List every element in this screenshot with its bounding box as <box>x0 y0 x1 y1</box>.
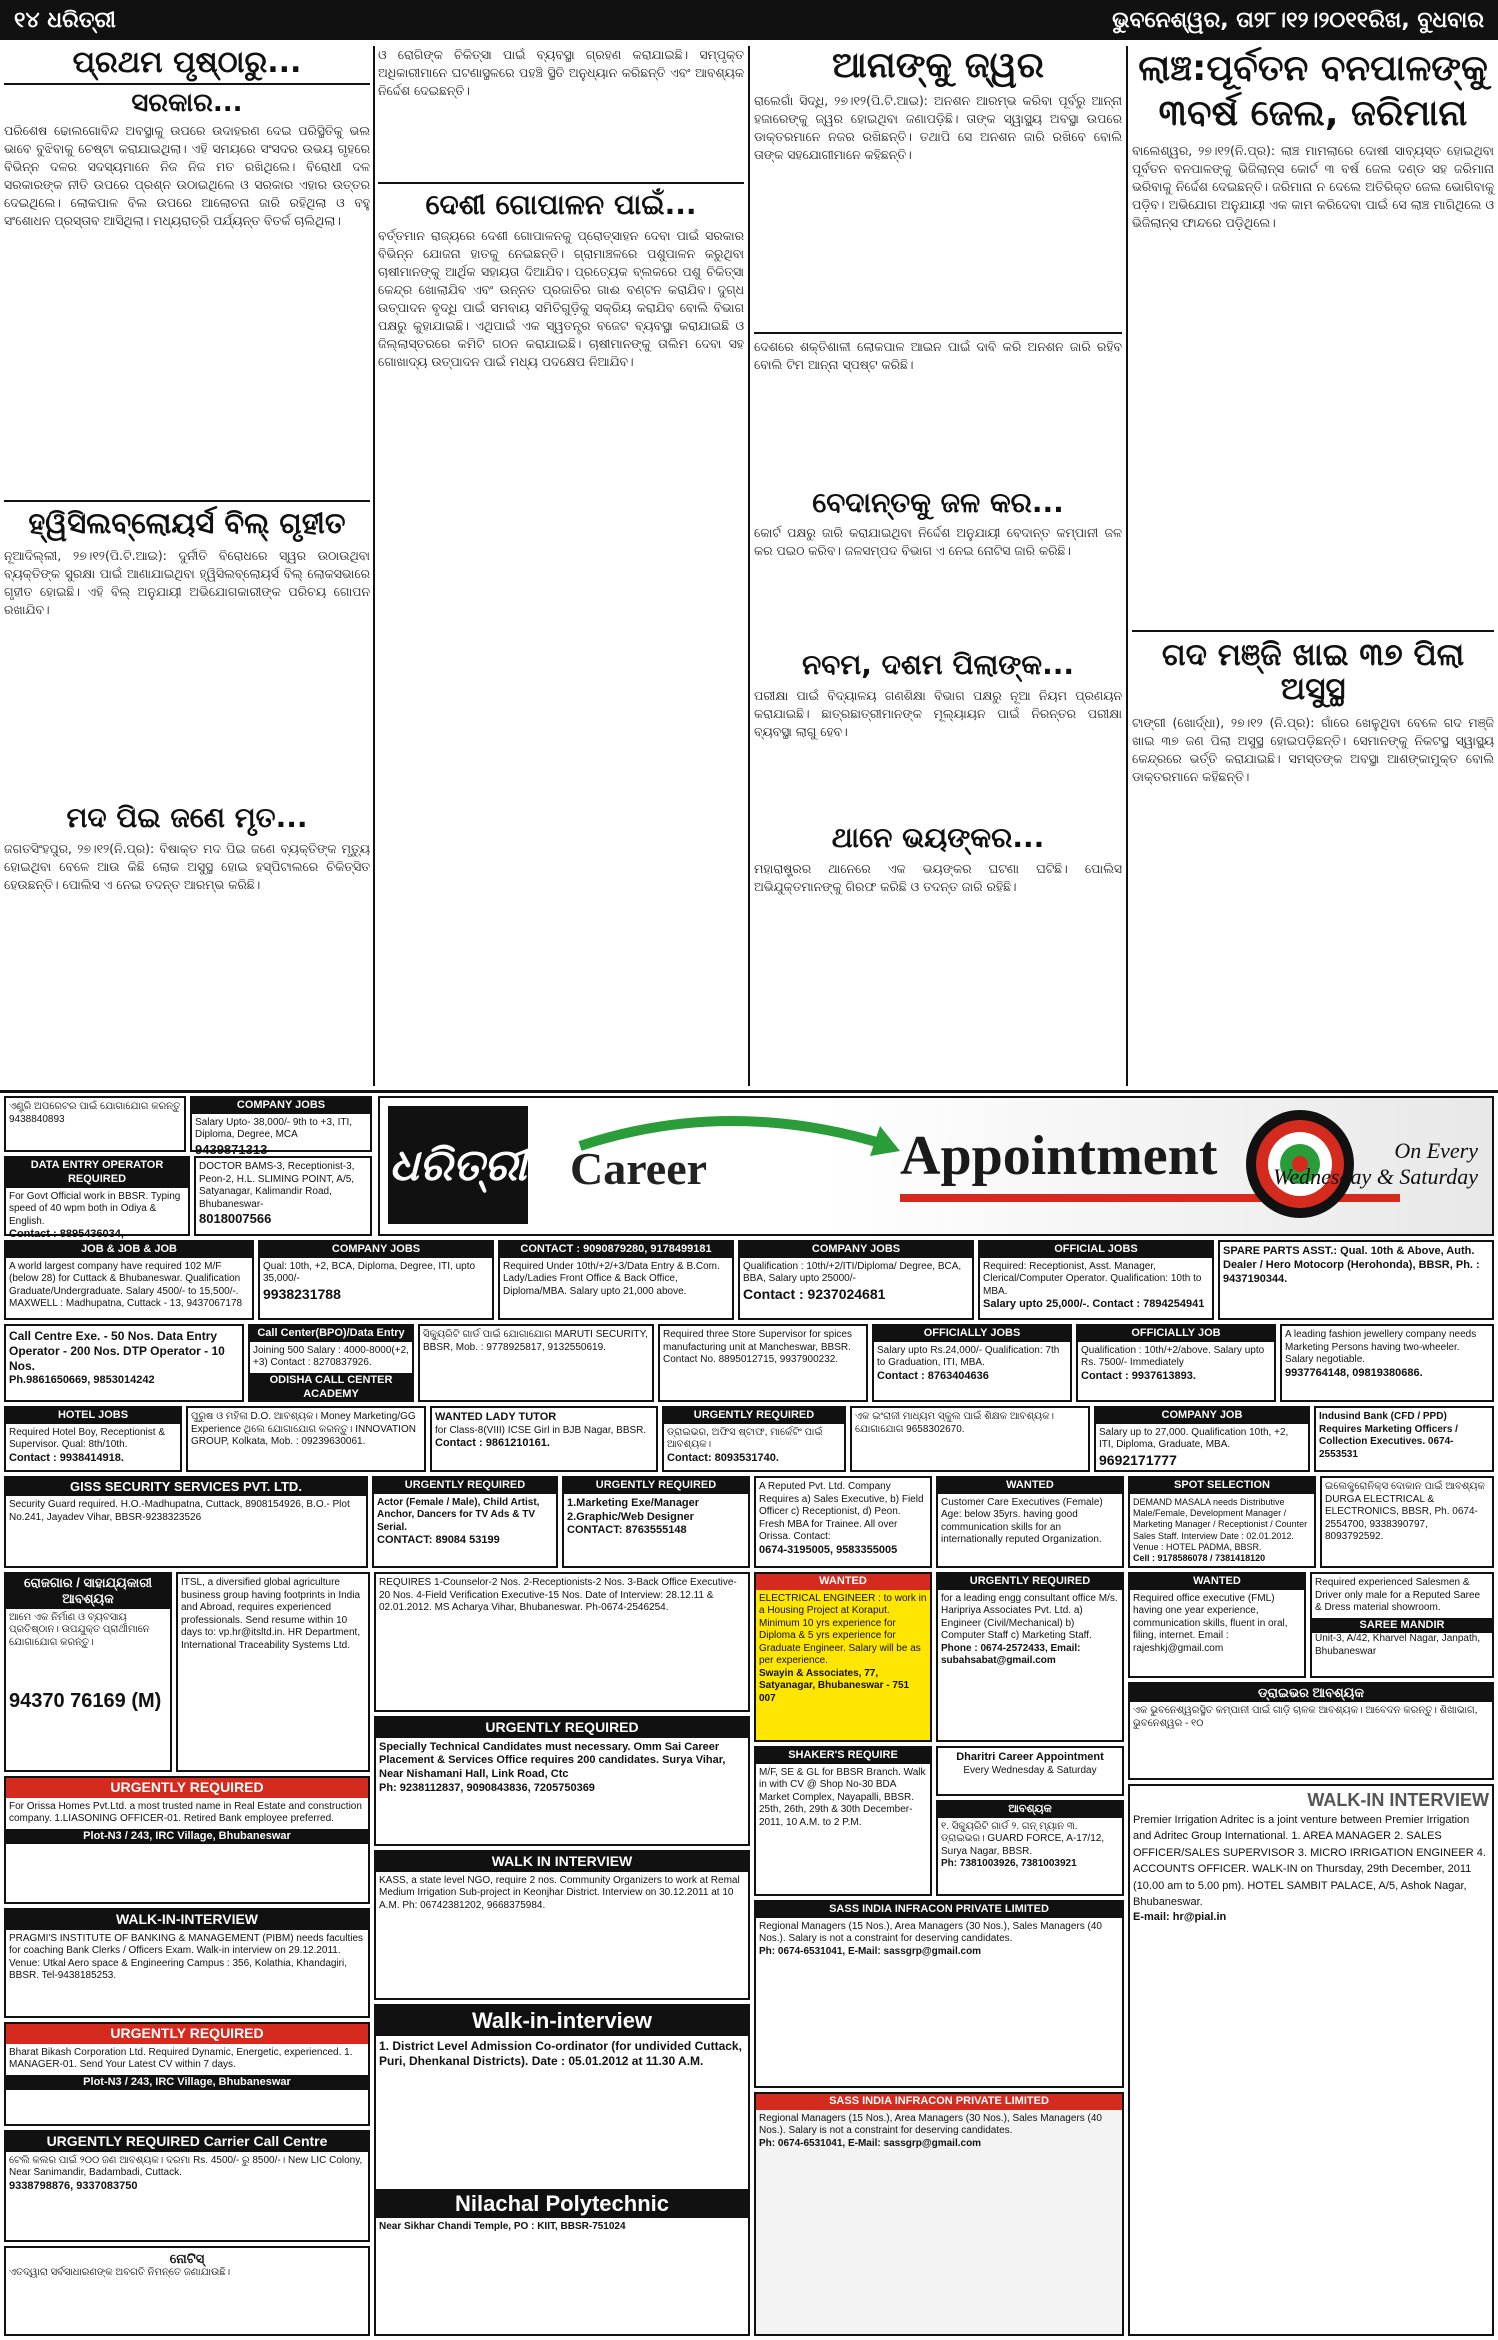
ad-guard-force: ଆବଶ୍ୟକ ୧. ସିକ୍ୟୁରିଟି ଗାର୍ଡ ୨. ଗନ୍ ମ୍ୟାନ ୩. ଡ୍ରାଇଭର। GUARD FORCE, A-17/12, Surya Nagar, BBSR. Ph: 7381003926, 7381003921 <box>936 1800 1124 1896</box>
headline-whistleblower: ହ୍ୱିସିଲବ୍ଲୋୟର୍ସ ବିଲ୍ ଗୃହୀତ <box>4 500 370 540</box>
ad-carrier-call-centre: URGENTLY REQUIRED Carrier Call Centre ଟେଲି କଲର ପାଇଁ ୨୦୦ ଜଣ ଆବଶ୍ୟକ। ଦରମା Rs. 4500/- ରୁ 8500/-। New LIC Colony, Near Sanimandir, Badambadi, Cuttack. 9338798876, 9337083750 <box>4 2130 370 2242</box>
ad-bharat-bikash: URGENTLY REQUIRED Bharat Bikash Corporation Ltd. Required Dynamic, Energetic, experienced. 1. MANAGER-01. Send Your Latest CV within 7 days. Plot-N3 / 243, IRC Village, Bhubaneswar <box>4 2022 370 2126</box>
ad-shakers: SHAKER'S REQUIRE M/F, SE & GL for BBSR Branch. Walk in with CV @ Shop No-30 BDA Market Complex, Nayapalli, BBSR. 25th, 26th, 29th & 30th December-2011, 10 A.M. to 2 P.M. <box>754 1746 932 1896</box>
banner-career: Career <box>570 1143 708 1194</box>
column-4 <box>1132 46 1494 1086</box>
ad-reputed-pvt-ltd: A Reputed Pvt. Ltd. Company Requires a) Sales Executive, b) Field Officer c) Receptionist, d) Peon. Fresh MBA for Trainee. All over Orissa. Contact: 0674-3195005, 9583355005 <box>754 1476 932 1568</box>
masthead <box>0 0 1498 40</box>
banner-appointment: Appointment <box>900 1125 1218 1187</box>
article-whistleblower: ନୂଆଦିଲ୍ଲୀ, ୨୭।୧୨(ପି.ଟି.ଆଇ): ଦୁର୍ନୀତି ବିରୋଧରେ ସ୍ୱର ଉଠାଉଥିବା ବ୍ୟକ୍ତିଙ୍କ ସୁରକ୍ଷା ପାଇଁ ଆଣାଯାଇଥିବା ହ୍ୱିସିଲବ୍ଲୋୟର୍ସ ବିଲ୍ ଲୋକସଭାରେ ଗୃହୀତ ହୋଇଛି। ଏହି ବିଲ୍ ଅନୁଯାୟୀ ଅଭିଯୋଗକାରୀଙ୍କ ପରିଚୟ ଗୋପନ ରଖାଯିବ। <box>4 548 370 618</box>
headline-forest-officer: ଲାଞ୍ଚ:ପୂର୍ବତନ ବନପାଳଙ୍କୁ ୩ବର୍ଷ ଜେଲ, ଜରିମାନା <box>1138 48 1488 134</box>
article-gopalana: ବର୍ତ୍ତମାନ ରାଜ୍ୟରେ ଦେଶୀ ଗୋପାଳନକୁ ପ୍ରୋତ୍ସାହନ ଦେବା ପାଇଁ ସରକାର ବିଭିନ୍ନ ଯୋଜନା ହାତକୁ ନେଇଛନ୍ତି। ଗ୍ରାମାଞ୍ଚଳରେ ପଶୁପାଳନ କରୁଥିବା ଚାଷୀମାନଙ୍କୁ ଆର୍ଥିକ ସହାୟତା ଦିଆଯିବ। ପ୍ରତ୍ୟେକ ବ୍ଲକରେ ପଶୁ ଚିକିତ୍ସା କେନ୍ଦ୍ର ଖୋଲାଯିବ ଏବଂ ଉନ୍ନତ ପ୍ରଜାତିର ଗାଈ ବଣ୍ଟନ କରାଯିବ। ଦୁଗ୍ଧ ଉତ୍ପାଦନ ବୃଦ୍ଧି ପାଇଁ ସମବାୟ ସମିତିଗୁଡ଼ିକୁ ସକ୍ରିୟ କରାଯିବ ବୋଲି ବିଭାଗ ପକ୍ଷରୁ କୁହାଯାଇଛି। ଏଥିପାଇଁ ଏକ ସ୍ୱତନ୍ତ୍ର ବଜେଟ ବ୍ୟବସ୍ଥା କରାଯାଇଛି ଓ ଜିଲ୍ଲାସ୍ତରରେ କମିଟି ଗଠନ କରାଯାଇଛି। ଚାଷୀମାନଙ୍କୁ ତାଲିମ ଦେବା ସହ ଗୋଖାଦ୍ୟ ଉତ୍ପାଦନ ପାଇଁ ମଧ୍ୟ ପଦକ୍ଷେପ ନିଆଯିବ। <box>378 227 744 369</box>
ad-saree-mandir: Required experienced Salesmen & Driver only male for a Reputed Saree & Dress material showroom. SAREE MANDIR Unit-3, A/42, Kharvel Nagar, Janpath, Bhubaneswar <box>1310 1572 1494 1678</box>
ad-spare-parts: SPARE PARTS ASST.: Qual. 10th & Above, Auth. Dealer / Hero Motocorp (Herohonda), BBSR, Ph. : 9437190344. <box>1218 1240 1494 1320</box>
ad-marketing-designer: URGENTLY REQUIRED 1.Marketing Exe/Manager 2.Graphic/Web Designer CONTACT: 8763555148 <box>562 1476 750 1568</box>
column-3 <box>754 46 1122 1086</box>
ad-customer-care: WANTED Customer Care Executives (Female) Age: below 35yrs. having good communication skills for an internationally reputed Organization. <box>936 1476 1124 1568</box>
ad-doctor-bams: DOCTOR BAMS-3, Receptionist-3, Peon-2, H.L. SLIMING POINT, A/5, Satyanagar, Kalimandir Road, Bhubaneswar- 8018007566 <box>194 1156 372 1236</box>
ad-store-supervisor: Required three Store Supervisor for spices manufacturing unit at Mancheswar, BBSR. Contact No. 8895012715, 9937900232. <box>658 1324 868 1402</box>
ad-sass-india: SASS INDIA INFRACON PRIVATE LIMITED Regional Managers (15 Nos.), Area Managers (30 Nos.), Sales Managers (40 Nos.). Salary is not a constraint for deserving candidates. Ph: 0674-6531041, E-Mail: sassgrp@gmail.com <box>754 1900 1124 2088</box>
article-liquor-death: ଜଗତସିଂହପୁର, ୨୭।୧୨(ନି.ପ୍ର): ବିଷାକ୍ତ ମଦ ପିଇ ଜଣେ ବ୍ୟକ୍ତିଙ୍କ ମୃତ୍ୟୁ ହୋଇଥିବା ବେଳେ ଆଉ କିଛି ଲୋକ ଅସୁସ୍ଥ ହୋଇ ହସ୍ପିଟାଲରେ ଚିକିତ୍ସିତ ହେଉଛନ୍ତି। ପୋଲିସ ଏ ନେଇ ତଦନ୍ତ ଆରମ୍ଭ କରିଛି। <box>4 841 370 893</box>
ad-call-centre: Call Centre Exe. - 50 Nos. Data Entry Operator - 200 Nos. DTP Operator - 10 Nos. Ph.9861650669, 9853014242 <box>4 1324 244 1402</box>
headline-class-nine-ten: ନବମ, ଦଶମ ପିଲାଙ୍କ... <box>801 648 1075 682</box>
career-appointment-banner <box>378 1096 1494 1236</box>
ad-tv-actors: URGENTLY REQUIRED Actor (Female / Male), Child Artist, Anchor, Dancers for TV Ads & TV Serial. CONTACT: 89084 53199 <box>372 1476 558 1568</box>
ad-haripriya-associates: URGENTLY REQUIRED for a leading engg consultant office M/s. Haripriya Associates Pvt. Ltd. a) Engineer (Civil/Mechanical) b) Computer Staff c) Marketing Staff. Phone : 0674-2572433, Email: subahsabat@gmail.com <box>936 1572 1124 1742</box>
ad-kass-walk-in: WALK IN INTERVIEW KASS, a state level NGO, require 2 nos. Community Organizers to work at Remal Medium Irrigation Sub-project in Keonjhar District. Interview on 30.12.2011 at 10 A.M. Ph: 06742381202, 9668375984. <box>374 1850 750 2000</box>
headline-vedanta: ବେଦାନ୍ତକୁ ଜଳ କର... <box>812 485 1064 519</box>
ad-premier-irrigation: WALK-IN INTERVIEW Premier Irrigation Adritec is a joint venture between Premier Irrigation and Adritec Group International. 1. AREA MANAGER 2. SALES OFFICER/SALES SUPERVISOR 3. MICRO IRRIGATION ENGINEER 4. ACCOUNTS OFFICER. WALK-IN on Thursday, 29th December, 2011 (10.00 am to 5.00 pm). HOTEL SAMBIT PALACE, A/5, Ashok Nagar, Bhubaneswar. E-mail: hr@pial.in <box>1128 1784 1494 2336</box>
ad-giss-security: GISS SECURITY SERVICES PVT. LTD. Security Guard required. H.O.-Madhupatna, Cuttack, 8908154926, B.O.- Plot No.241, Jayadev Vihar, BBSR-9238323526 <box>4 1476 368 1568</box>
ad-english-school: ଏକ ଇଂରାଜୀ ମାଧ୍ୟମ ସ୍କୁଲ ପାଇଁ ଶିକ୍ଷକ ଆବଶ୍ୟକ। ଯୋଗାଯୋଗ 9658302670. <box>850 1406 1090 1472</box>
headline-children-sick: ଗଦ ମଞ୍ଜି ଖାଇ ୩୭ ପିଲା ଅସୁସ୍ଥ <box>1132 630 1494 706</box>
headline-thane: ଥାନେ ଭୟଙ୍କର... <box>831 821 1045 855</box>
ad-driver-required: ଡ୍ରାଇଭର ଆବଶ୍ୟକ ଏକ ଭୁବନେଶ୍ୱରସ୍ଥିତ କମ୍ପାନୀ ପାଇଁ ଗାଡ଼ି ଚାଳକ ଆବଶ୍ୟକ। ଆବେଦନ କରନ୍ତୁ। ଶିଖାଭାଗ, ଭୁବନେଶ୍ୱର - ୧୦ <box>1128 1682 1494 1780</box>
ad-indusind-bank: Indusind Bank (CFD / PPD) Requires Marketing Officers / Collection Executives. 0674-2553531 <box>1314 1406 1494 1472</box>
article-thane: ମହାରାଷ୍ଟ୍ରର ଥାନେରେ ଏକ ଭୟଙ୍କର ଘଟଣା ଘଟିଛି। ପୋଲିସ ଅଭିଯୁକ୍ତମାନଙ୍କୁ ଗିରଫ କରିଛି ଓ ତଦନ୍ତ ଜାରି ରହିଛି। <box>754 860 1122 894</box>
ad-officially-job: OFFICIALLY JOB Qualification : 10th/+2/above. Salary upto Rs. 7500/- Immediately Contact : 9937613893. <box>1076 1324 1276 1402</box>
column-2 <box>378 46 744 1086</box>
headline-anna-fever: ଆନାଙ୍କୁ ଜ୍ୱର <box>831 45 1045 86</box>
ad-electrical-engineer: WANTED ELECTRICAL ENGINEER : to work in a Housing Project at Koraput. Minimum 10 yrs experience for Diploma & 5 yrs experience for Graduate Engineer. Salary will be as per experience. Swayin & Associates, 77, Satyanagar, Bhubaneswar - 751 007 <box>754 1572 932 1742</box>
ad-job-job-job: JOB & JOB & JOB A world largest company have required 102 M/F (below 28) for Cuttack & Bhubaneswar. Qualification Graduate/Undergraduate. Salary 4500/- to 15,500/-. MAXWELL : Madhupatna, Cuttack - 13, 9437067178 <box>4 1240 254 1320</box>
ad-urgently-required-1: URGENTLY REQUIRED ଡ୍ରାଇଭର, ଅଫିସ ଷ୍ଟାଫ, ମାର୍କେଟିଂ ପାଇଁ ଆବଶ୍ୟକ। Contact: 8093531740. <box>662 1406 846 1472</box>
ad-contact-jobs: CONTACT : 9090879280, 9178499181 Required Under 10th/+2/+3/Data Entry & B.Com. Lady/Ladies Front Office & Back Office, Diploma/MBA. Salary upto 21,000 above. <box>498 1240 734 1320</box>
ad-lady-tutor: WANTED LADY TUTOR for Class-8(VIII) ICSE Girl in BJB Nagar, BBSR. Contact : 9861210161. <box>430 1406 658 1472</box>
ad-helper-required: ରୋଜଗାର / ସାହାଯ୍ୟକାରୀ ଆବଶ୍ୟକ ଆମେ ଏକ ନିର୍ମାଣ ଓ ବ୍ୟବସାୟ ପ୍ରତିଷ୍ଠାନ। ଉପଯୁକ୍ତ ପ୍ରାର୍ଥୀମାନେ ଯୋଗାଯୋଗ କରନ୍ତୁ। 94370 76169 (M) <box>4 1572 172 1772</box>
ad-bpo-data-entry: Call Center(BPO)/Data Entry Joining 500 Salary : 4000-8000(+2, +3) Contact : 8270837926. ODISHA CALL CENTER ACADEMY <box>248 1324 414 1402</box>
ad-orissa-homes: URGENTLY REQUIRED For Orissa Homes Pvt.Ltd. a most trusted name in Real Estate and construction company. 1.LIASONING OFFICER-01. Retired Bank employee preferred. Plot-N3 / 243, IRC Village, Bhubaneswar <box>4 1776 370 1904</box>
ad-company-jobs: COMPANY JOBS Salary Upto- 38,000/- 9th to +3, ITI, Diploma, Degree, MCA 9439871313 <box>190 1096 372 1152</box>
ad-sass-corporate: SASS INDIA INFRACON PRIVATE LIMITED Regional Managers (15 Nos.), Area Managers (30 Nos.), Sales Managers (40 Nos.). Salary is not a constraint for deserving candidates. Ph: 0674-6531041, E-Mail: sassgrp@gmail.com <box>754 2092 1124 2336</box>
ad-company-jobs-2: COMPANY JOBS Qual: 10th, +2, BCA, Diploma, Degree, ITI, upto 35,000/- 9938231788 <box>258 1240 494 1320</box>
article-class-nine-ten: ପରୀକ୍ଷା ପାଇଁ ବିଦ୍ୟାଳୟ ଗଣଶିକ୍ଷା ବିଭାଗ ପକ୍ଷରୁ ନୂଆ ନିୟମ ପ୍ରଣୟନ କରାଯାଇଛି। ଛାତ୍ରଛାତ୍ରୀମାନଙ୍କ ମୂଲ୍ୟାୟନ ପାଇଁ ନିରନ୍ତର ପରୀକ୍ଷା ବ୍ୟବସ୍ଥା ଲାଗୁ ହେବ। <box>754 688 1122 740</box>
ad-durga-electrical: ଇଲେକ୍ଟ୍ରୋନିକ୍ସ ଦୋକାନ ପାଇଁ ଆବଶ୍ୟକ DURGA ELECTRICAL & ELECTRONICS, BBSR, Ph. 0674-2554700, 9338390797, 8093792592. <box>1320 1476 1494 1568</box>
ad-spot-selection: SPOT SELECTION DEMAND MASALA needs Distributive Male/Female, Development Manager / Marketing Manager / Receptionist / Counter Sales Staff. Interview Date : 02.01.2012. Venue : HOTEL PADMA, BBSR. Cell : 9178586078 / 7381418120 <box>1128 1476 1316 1568</box>
ad-office-executive: WANTED Required office executive (FML) having one year experience, communication skills, fluent in oral, filing, internet. Email : rajeshkj@gmail.com <box>1128 1572 1306 1678</box>
ad-official-jobs: OFFICIAL JOBS Required: Receptionist, Asst. Manager, Clerical/Computer Operator. Qualification: 10th to MBA. Salary upto 25,000/-. Contact : 7894254941 <box>978 1240 1214 1320</box>
ad-security-guard: ସିକ୍ୟୁରିଟି ଗାର୍ଡ ପାଇଁ ଯୋଗାଯୋଗ MARUTI SECURITY, BBSR, Mob. : 9778925817, 9132550619. <box>418 1324 654 1402</box>
ad-omm-sai-placement: URGENTLY REQUIRED Specially Technical Candidates must necessary. Omm Sai Career Placement & Services Office requires 200 candidates. Surya Vihar, Near Nishamani Hall, Link Road, Ctc Ph: 9238112837, 9090843836, 7205750369 <box>374 1716 750 1846</box>
banner-schedule: On Every Wednesday & Saturday <box>1273 1138 1478 1189</box>
article-continued: ଓ ରୋଗିଙ୍କ ଚିକିତ୍ସା ପାଇଁ ବ୍ୟବସ୍ଥା ଗ୍ରହଣ କରାଯାଇଛି। ସମ୍ପୃକ୍ତ ଅଧିକାରୀମାନେ ଘଟଣାସ୍ଥଳରେ ପହଞ୍ଚି ସ୍ଥିତି ଅନୁଧ୍ୟାନ କରିଛନ୍ତି ଏବଂ ଆବଶ୍ୟକ ନିର୍ଦ୍ଦେଶ ଦେଇଛନ୍ତି। <box>378 47 744 98</box>
issue-date: ଭୁବନେଶ୍ୱର, ତା୨୮।୧୨।୨୦୧୧ରିଖ, ବୁଧବାର <box>1112 7 1484 33</box>
ad-itsl: ITSL, a diversified global agriculture business group having footprints in India and Abroad, requires experienced professionals. Send resume within 10 days to: vp.hr@itsltd.in. HR Department, International Traceability Systems Ltd. <box>176 1572 370 1772</box>
article-forest-officer: ବାଲେଶ୍ୱର, ୨୭।୧୨(ନି.ପ୍ର): ଲାଞ୍ଚ ମାମଲାରେ ଦୋଷୀ ସାବ୍ୟସ୍ତ ହୋଇଥିବା ପୂର୍ବତନ ବନପାଳଙ୍କୁ ଭିଜିଲାନ୍ସ କୋର୍ଟ ୩ ବର୍ଷ ଜେଲ ଦଣ୍ଡ ସହ ଜରିମାନା ଭରିବାକୁ ନିର୍ଦ୍ଦେଶ ଦେଇଛନ୍ତି। ଜରିମାନା ନ ଦେଲେ ଅତିରିକ୍ତ ଜେଲ ଭୋଗିବାକୁ ପଡ଼ିବ। ଅଭିଯୋଗ ଅନୁଯାୟୀ ଏକ କାମ କରିଦେବା ପାଇଁ ସେ ଲାଞ୍ଚ ମାଗିଥିଲେ ଓ ଭିଜିଲାନ୍ସ ଫାନ୍ଦରେ ପଡ଼ିଥିଲେ। <box>1132 143 1494 230</box>
ad-officially-jobs: OFFICIALLY JOBS Salary upto Rs.24,000/- Qualification: 7th to Graduation, ITI, MBA. Contact : 8763404636 <box>872 1324 1072 1402</box>
dharitri-logo: ଧରିତ୍ରୀ <box>388 1106 528 1224</box>
article-vedanta: କୋର୍ଟ ପକ୍ଷରୁ ଜାରି କରାଯାଇଥିବା ନିର୍ଦ୍ଦେଶ ଅନୁଯାୟୀ ବେଦାନ୍ତ କମ୍ପାନୀ ଜଳ କର ପଇଠ କରିବ। ଜଳସମ୍ପଦ ବିଭାଗ ଏ ନେଇ ନୋଟିସ ଜାରି କରିଛି। <box>754 525 1122 559</box>
ad-company-jobs-3: COMPANY JOBS Qualification : 10th/+2/ITI/Diploma/ Degree, BCA, BBA, Salary upto 25000/- Contact : 9237024681 <box>738 1240 974 1320</box>
ad-nilachal-polytechnic: Walk-in-interview 1. District Level Admission Co-ordinator (for undivided Cuttack, Puri, Dhenkanal Districts). Date : 05.01.2012 at 11.30 A.M. Nilachal Polytechnic Near Sikhar Chandi Temple, PO : KIIT, BBSR-751024 <box>374 2004 750 2336</box>
arrow-icon <box>570 1106 900 1226</box>
page-number: ୧୪ ଧରିତ୍ରୀ <box>14 7 116 33</box>
ad-data-entry-odia: ଏଣ୍ଟ୍ରି ଅପରେଟର ପାଇଁ ଯୋଗାଯୋଗ କରନ୍ତୁ 9438840893 <box>4 1096 186 1152</box>
ad-notice: ନୋଟିସ୍ ଏତଦ୍ୱାରା ସର୍ବସାଧାରଣଙ୍କ ଅବଗତି ନିମନ୍ତେ ଜଣାଯାଉଛି। <box>4 2246 370 2336</box>
ad-counselor-requires: REQUIRES 1-Counselor-2 Nos. 2-Receptionists-2 Nos. 3-Back Office Executive-20 Nos. 4-Field Verification Executive-15 Nos. Date of Interview: 28.12.11 & 02.01.2012. MS Acharya Vihar, Bhubaneswar. Ph-0674-2546254. <box>374 1572 750 1712</box>
headline-sarkar: ସରକାର... <box>131 88 243 118</box>
ad-hotel-jobs: HOTEL JOBS Required Hotel Boy, Receptionist & Supervisor. Qual: 8th/10th. Contact : 9938414918. <box>4 1406 182 1472</box>
article-sarkar: ପରିଶେଷ ଢୋଲଗୋବିନ୍ଦ ଅବସ୍ଥାକୁ ଉପରେ ଉଦାହରଣ ଦେଇ ପରିସ୍ଥିତିକୁ ଭଲ ଭାବେ ବୁଝିବାକୁ ଚେଷ୍ଟା କରାଯାଇଥିଲା। ଏହି ସମୟରେ ସଂସଦର ଉଭୟ ଗୃହରେ ବିଭିନ୍ନ ଦଳର ସଦସ୍ୟମାନେ ନିଜ ନିଜ ମତ ରଖିଥିଲେ। ବିରୋଧୀ ଦଳ ସରକାରଙ୍କ ନୀତି ଉପରେ ପ୍ରଶ୍ନ ଉଠାଇଥିଲେ ଓ ସରକାର ଏହାର ଉତ୍ତର ଦେଇଥିଲେ। ଲୋକପାଳ ବିଲ ଉପରେ ଆଲୋଚନା ଜାରି ରହିଥିଲା ଓ ବହୁ ସଂଶୋଧନ ପ୍ରସ୍ତାବ ଆସିଥିଲା। ମଧ୍ୟରାତ୍ରି ପର୍ଯ୍ୟନ୍ତ ବିତର୍କ ଚାଲିଥିଲା। <box>4 122 370 228</box>
headline-liquor-death: ମଦ ପିଇ ଜଣେ ମୃତ... <box>66 801 308 835</box>
article-anna-fever: ରାଲେଗାଁ ସିଦ୍ଧି, ୨୭।୧୨(ପି.ଟି.ଆଇ): ଅନଶନ ଆରମ୍ଭ କରିବା ପୂର୍ବରୁ ଆନ୍ନା ହଜାରେଙ୍କୁ ଜ୍ୱର ହୋଇଥିବା ଜଣାପଡ଼ିଛି। ତାଙ୍କ ସ୍ୱାସ୍ଥ୍ୟ ଅବସ୍ଥା ଉପରେ ଡାକ୍ତରମାନେ ନଜର ରଖିଛନ୍ତି। ତଥାପି ସେ ଅନଶନ ଜାରି ରଖିବେ ବୋଲି ତାଙ୍କ ସହଯୋଗୀମାନେ କହିଛନ୍ତି। <box>754 92 1122 162</box>
column-1 <box>4 46 370 1086</box>
ad-dharitri-career: Dharitri Career Appointment Every Wednesday & Saturday <box>936 1746 1124 1796</box>
ad-data-entry-operator: DATA ENTRY OPERATOR REQUIRED For Govt Official work in BBSR. Typing speed of 40 wpm both in Odiya & English. Contact : 8895436034, <box>4 1156 190 1236</box>
article-anna-2: ଦେଶରେ ଶକ୍ତିଶାଳୀ ଲୋକପାଳ ଆଇନ ପାଇଁ ଦାବି କରି ଅନଶନ ଜାରି ରହିବ ବୋଲି ଟିମ ଆନ୍ନା ସ୍ପଷ୍ଟ କରିଛି। <box>754 332 1122 482</box>
article-children-sick: ଟାଙ୍ଗୀ (ଖୋର୍ଦ୍ଧା), ୨୭।୧୨ (ନି.ପ୍ର): ଗାଁରେ ଖେଳୁଥିବା ବେଳେ ଗଦ ମଞ୍ଜି ଖାଇ ୩୭ ଜଣ ପିଲା ଅସୁସ୍ଥ ହୋଇପଡ଼ିଛନ୍ତି। ସେମାନଙ୍କୁ ନିକଟସ୍ଥ ସ୍ୱାସ୍ଥ୍ୟ କେନ୍ଦ୍ରରେ ଭର୍ତ୍ତି କରାଯାଇଛି। ସମସ୍ତଙ୍କ ଅବସ୍ଥା ଆଶଙ୍କାମୁକ୍ତ ବୋଲି ଡାକ୍ତରମାନେ କହିଛନ୍ତି। <box>1132 715 1494 785</box>
ad-jewellery-marketing: A leading fashion jewellery company needs Marketing Persons having two-wheeler. Salary negotiable. 9937764148, 09819380686. <box>1280 1324 1494 1402</box>
ad-pibm-walk-in: WALK-IN-INTERVIEW PRAGMI'S INSTITUTE OF BANKING & MANAGEMENT (PIBM) needs faculties for coaching Bank Clerks / Officers Exam. Walk-in interview on 29.12.2011. Venue: Utkal Aero space & Engineering Campus : 356, Kolathia, Khandagiri, BBSR. Tel-9438185253. <box>4 1908 370 2018</box>
headline-continued: ପ୍ରଥମ ପୃଷ୍ଠାରୁ... <box>4 46 370 85</box>
headline-gopalana: ଦେଶୀ ଗୋପାଳନ ପାଇଁ... <box>378 182 744 221</box>
ad-company-job: COMPANY JOB Salary up to 27,000. Qualification 10th, +2, ITI, Diploma, Graduate, MBA. 9692171777 <box>1094 1406 1310 1472</box>
ad-innovation-group: ପୁରୁଷ ଓ ମହିଳା D.O. ଆବଶ୍ୟକ। Money Marketing/GG Experience ଥିଲେ ଯୋଗାଯୋଗ କରନ୍ତୁ। INNOVATION GROUP, Kolkata, Mob. : 09239630061. <box>186 1406 426 1472</box>
